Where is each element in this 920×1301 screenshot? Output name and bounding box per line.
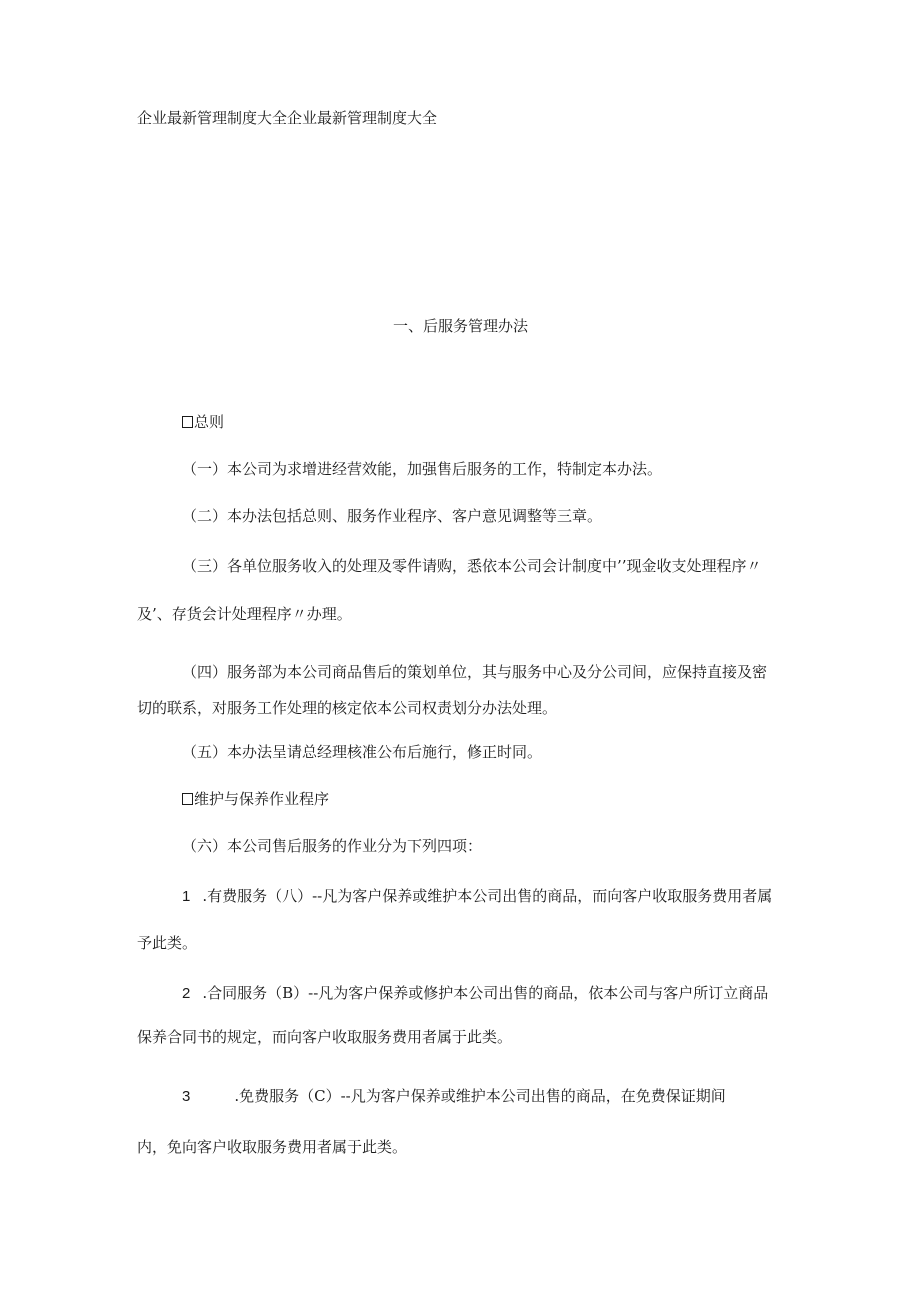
paragraph-4-line-1: （四）服务部为本公司商品售后的策划单位，其与服务中心及分公司间，应保持直接及密 xyxy=(182,663,768,681)
list-item-continuation: 内，免向客户收取服务费用者属于此类。 xyxy=(137,1138,408,1156)
section-heading-general: 总则 xyxy=(182,412,224,432)
section-heading-maintenance: 维护与保养作业程序 xyxy=(182,789,329,809)
paragraph-3-line-1: （三）各单位服务收入的处理及零件请购，悉依本公司会计制度中’’现金收支处理程序〃 xyxy=(182,557,762,575)
list-item-number: 2 xyxy=(182,985,191,1002)
list-item-continuation: 保养合同书的规定，而向客户收取服务费用者属于此类。 xyxy=(137,1028,513,1046)
list-item-number: 3 xyxy=(182,1088,191,1105)
list-item-text: .有费服务（八）--凡为客户保养或维护本公司出售的商品，而向客户收取服务费用者属 xyxy=(202,887,773,905)
list-item xyxy=(182,886,772,907)
list-item-number: 1 xyxy=(182,888,191,905)
document-title: 一、后服务管理办法 xyxy=(393,317,529,335)
header-text: 企业最新管理制度大全企业最新管理制度大全 xyxy=(137,109,438,127)
paragraph-4-line-2: 切的联系，对服务工作处理的核定依本公司权责划分办法处理。 xyxy=(137,699,558,717)
list-item xyxy=(182,983,768,1004)
list-item-text: .免费服务（C）--凡为客户保养或维护本公司出售的商品，在免费保证期间 xyxy=(234,1087,726,1105)
list-item-text: .合同服务（B）--凡为客户保养或修护本公司出售的商品，依本公司与客户所订立商品 xyxy=(202,984,769,1002)
paragraph-5: （五）本办法呈请总经理核准公布后施行，修正时同。 xyxy=(182,743,543,761)
paragraph-6: （六）本公司售后服务的作业分为下列四项： xyxy=(182,837,483,855)
list-item-continuation: 予此类。 xyxy=(137,934,198,952)
checkbox-square-icon xyxy=(182,793,193,805)
list-item xyxy=(182,1086,726,1107)
paragraph-3-line-2: 及’、存货会计处理程序〃办理。 xyxy=(137,605,352,623)
paragraph-2: （二）本办法包括总则、服务作业程序、客户意见调整等三章。 xyxy=(182,507,603,525)
paragraph-1: （一）本公司为求增进经营效能，加强售后服务的工作，特制定本办法。 xyxy=(182,460,663,478)
checkbox-square-icon xyxy=(182,416,193,428)
